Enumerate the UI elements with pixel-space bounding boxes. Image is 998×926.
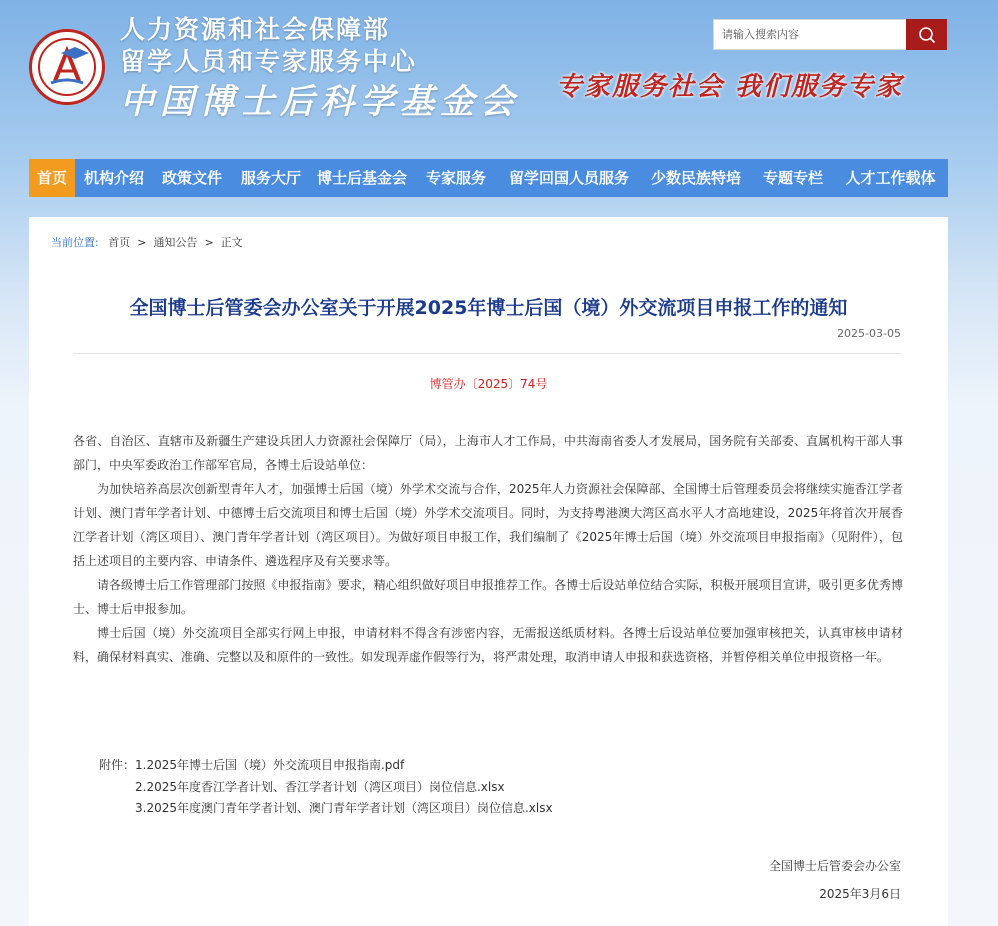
paragraph: 请各级博士后工作管理部门按照《申报指南》要求，精心组织做好项目申报推荐工作。各博士后设站单位结合实际，积极开展项目宣讲，吸引更多优秀博士、博士后申报参加。 — [73, 578, 903, 616]
publish-date: 2025-03-05 — [837, 327, 901, 340]
org-name-line2: 留学人员和专家服务中心 — [120, 47, 418, 76]
breadcrumb-label: 当前位置: — [51, 236, 99, 249]
breadcrumb-separator: > — [204, 236, 214, 249]
site-header — [0, 0, 998, 158]
attachment-link[interactable]: 3.2025年度澳门青年学者计划、澳门青年学者计划（湾区项目）岗位信息.xlsx — [135, 801, 553, 815]
nav-item-policy[interactable]: 政策文件 — [161, 169, 222, 187]
nav-item-home[interactable]: 首页 — [29, 159, 75, 197]
nav-item-returnees[interactable]: 留学回国人员服务 — [508, 169, 629, 187]
attachment-link[interactable]: 1.2025年博士后国（境）外交流项目申报指南.pdf — [135, 758, 405, 772]
breadcrumb — [51, 234, 243, 250]
attachments — [99, 755, 553, 820]
article-body — [73, 429, 903, 669]
paragraph: 为加快培养高层次创新型青年人才，加强博士后国（境）外学术交流与合作，2025年人力资源社会保障部、全国博士后管理委员会将继续实施香江学者计划、澳门青年学者计划、中德博士后交流项目和博士后国（境）外学术交流项目。同时，为支持粤港澳大湾区高水平人才高地建设，2025年将首次开展香江学者计划（湾区项目）、澳门青年学者计划（湾区项目）。为做好项目申报工作，我们编制了《2025年博士后国（境）外交流项目申报指南》（见附件），包括上述项目的主要内容、申请条件、遴选程序及有关要求等。 — [73, 482, 903, 568]
nav-item-expert-service[interactable]: 专家服务 — [425, 169, 486, 187]
attachment-link[interactable]: 2.2025年度香江学者计划、香江学者计划（湾区项目）岗位信息.xlsx — [135, 779, 505, 794]
attachments-label: 附件： — [99, 758, 136, 772]
nav-item-topics[interactable]: 专题专栏 — [762, 169, 823, 187]
main-nav — [29, 159, 948, 197]
breadcrumb-current: 正文 — [220, 236, 243, 249]
foundation-name: 中国博士后科学基金会 — [120, 82, 520, 122]
org-name-line1: 人力资源和社会保障部 — [120, 15, 391, 44]
logo[interactable] — [29, 29, 105, 105]
signature-date: 2025年3月6日 — [819, 887, 901, 901]
nav-item-minority-training[interactable]: 少数民族特培 — [650, 169, 741, 187]
nav-item-talent-carrier[interactable]: 人才工作载体 — [845, 169, 936, 187]
paragraph: 博士后国（境）外交流项目全部实行网上申报，申请材料不得含有涉密内容，无需报送纸质材料。各博士后设站单位要加强审核把关，认真审核申请材料，确保材料真实、准确、完整以及和原件的一致性。如发现弄虚作假等行为，将严肃处理，取消申请人申报和获选资格，并暂停相关单位申报资格一年。 — [73, 626, 903, 664]
salutation: 各省、自治区、直辖市及新疆生产建设兵团人力资源社会保障厅（局），上海市人才工作局，中共海南省委人才发展局，国务院有关部委、直属机构干部人事部门，中央军委政治工作部军官局，各博士后设站单位： — [73, 434, 903, 472]
nav-item-foundation[interactable]: 博士后基金会 — [316, 169, 407, 187]
nav-item-about[interactable]: 机构介绍 — [83, 169, 144, 187]
document-number: 博管办〔2025〕74号 — [429, 377, 548, 391]
breadcrumb-notices[interactable]: 通知公告 — [153, 236, 198, 249]
nav-item-service-hall[interactable]: 服务大厅 — [240, 169, 301, 187]
search-button[interactable] — [906, 19, 947, 50]
slogan: 专家服务社会 我们服务专家 — [556, 72, 904, 102]
signature — [769, 852, 901, 908]
logo-icon — [37, 37, 97, 97]
org-name — [120, 14, 520, 124]
page-title: 全国博士后管委会办公室关于开展2025年博士后国（境）外交流项目申报工作的通知 — [129, 297, 848, 319]
article-panel — [29, 217, 948, 926]
search-icon — [918, 26, 936, 44]
divider — [73, 353, 901, 354]
signature-org: 全国博士后管委会办公室 — [768, 859, 901, 873]
breadcrumb-separator: > — [137, 236, 147, 249]
breadcrumb-home[interactable]: 首页 — [108, 236, 131, 249]
search-input[interactable]: 请输入搜索内容 — [713, 19, 907, 50]
